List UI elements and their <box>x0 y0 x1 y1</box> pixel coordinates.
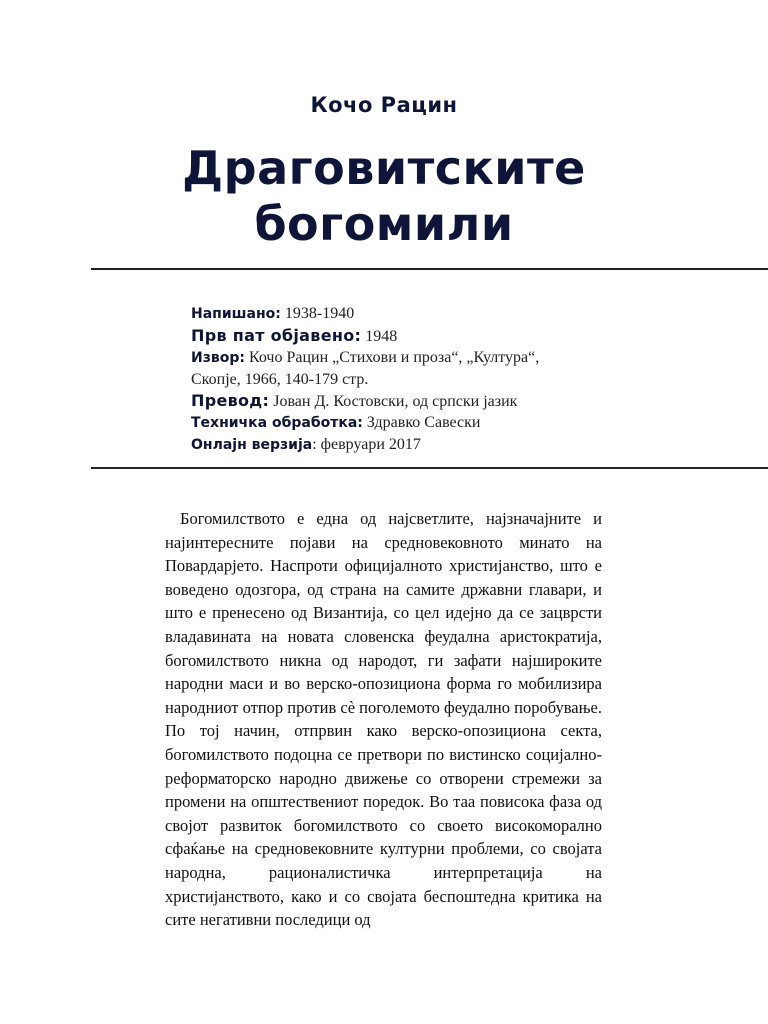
meta-first-published <box>191 325 571 347</box>
top-divider <box>91 268 768 270</box>
meta-source-continued <box>191 369 571 390</box>
bottom-divider <box>91 467 768 469</box>
meta-first-published-value: 1948 <box>361 328 398 345</box>
meta-translation <box>191 390 571 412</box>
meta-online <box>191 434 571 456</box>
meta-technical-label: Техничка обработка: <box>191 415 363 431</box>
meta-source-label: Извор: <box>191 350 245 366</box>
meta-online-value: : февруари 2017 <box>312 436 421 453</box>
meta-source-value-line1: Кочо Рацин „Стихови и проза“, „Култура“, <box>244 349 540 366</box>
author-name: Кочо Рацин <box>310 93 458 117</box>
meta-written-label: Напишано: <box>191 306 281 322</box>
title-line-2: богомили <box>254 197 514 251</box>
document-title <box>0 140 768 252</box>
meta-online-label: Онлајн верзија <box>191 437 313 453</box>
meta-technical <box>191 412 571 434</box>
body-paragraph: Богомилството е една од најсветлите, најзначајните и најинтересните појави на средновековното минато на Повардарјето. Наспроти официјалното христијанство, што е воведено одозгора, од страна на самите државни главари, и што е пренесено од Византија, со цел идејно да се зацврсти владавината на новата словенска феудална аристократија, богомилството никна од народот, ги зафати најшироките народни маси и во верско-опозициона форма го мобилизира народниот отпор против сè поголемото феудално поробување. По тој начин, отпрвин како верско-опозициона секта, богомилството подоцна се претвори по вистинско социјално-реформаторско народно движење со отворени стремежи за промени на општествениот поредок. Во таа повисока фаза од својот развиток богомилството со своето високоморално сфаќање на средновековните културни проблеми, со својата народна, рационалистичка интерпретација на христијанството, како и со својата беспоштедна критика на сите негативни последици од <box>165 509 603 930</box>
title-line-1: Драговитските <box>182 141 586 195</box>
meta-translation-value: Јован Д. Костовски, од српски јазик <box>269 393 518 410</box>
meta-technical-value: Здравко Савески <box>362 414 481 431</box>
meta-source <box>191 347 571 369</box>
metadata-block <box>191 303 571 456</box>
meta-source-value-line2: Скопје, 1966, 140-179 стр. <box>191 371 369 388</box>
meta-written-value: 1938-1940 <box>280 305 355 322</box>
meta-translation-label: Превод: <box>191 391 270 410</box>
meta-written <box>191 303 571 325</box>
meta-first-published-label: Прв пат објавено: <box>191 326 362 345</box>
